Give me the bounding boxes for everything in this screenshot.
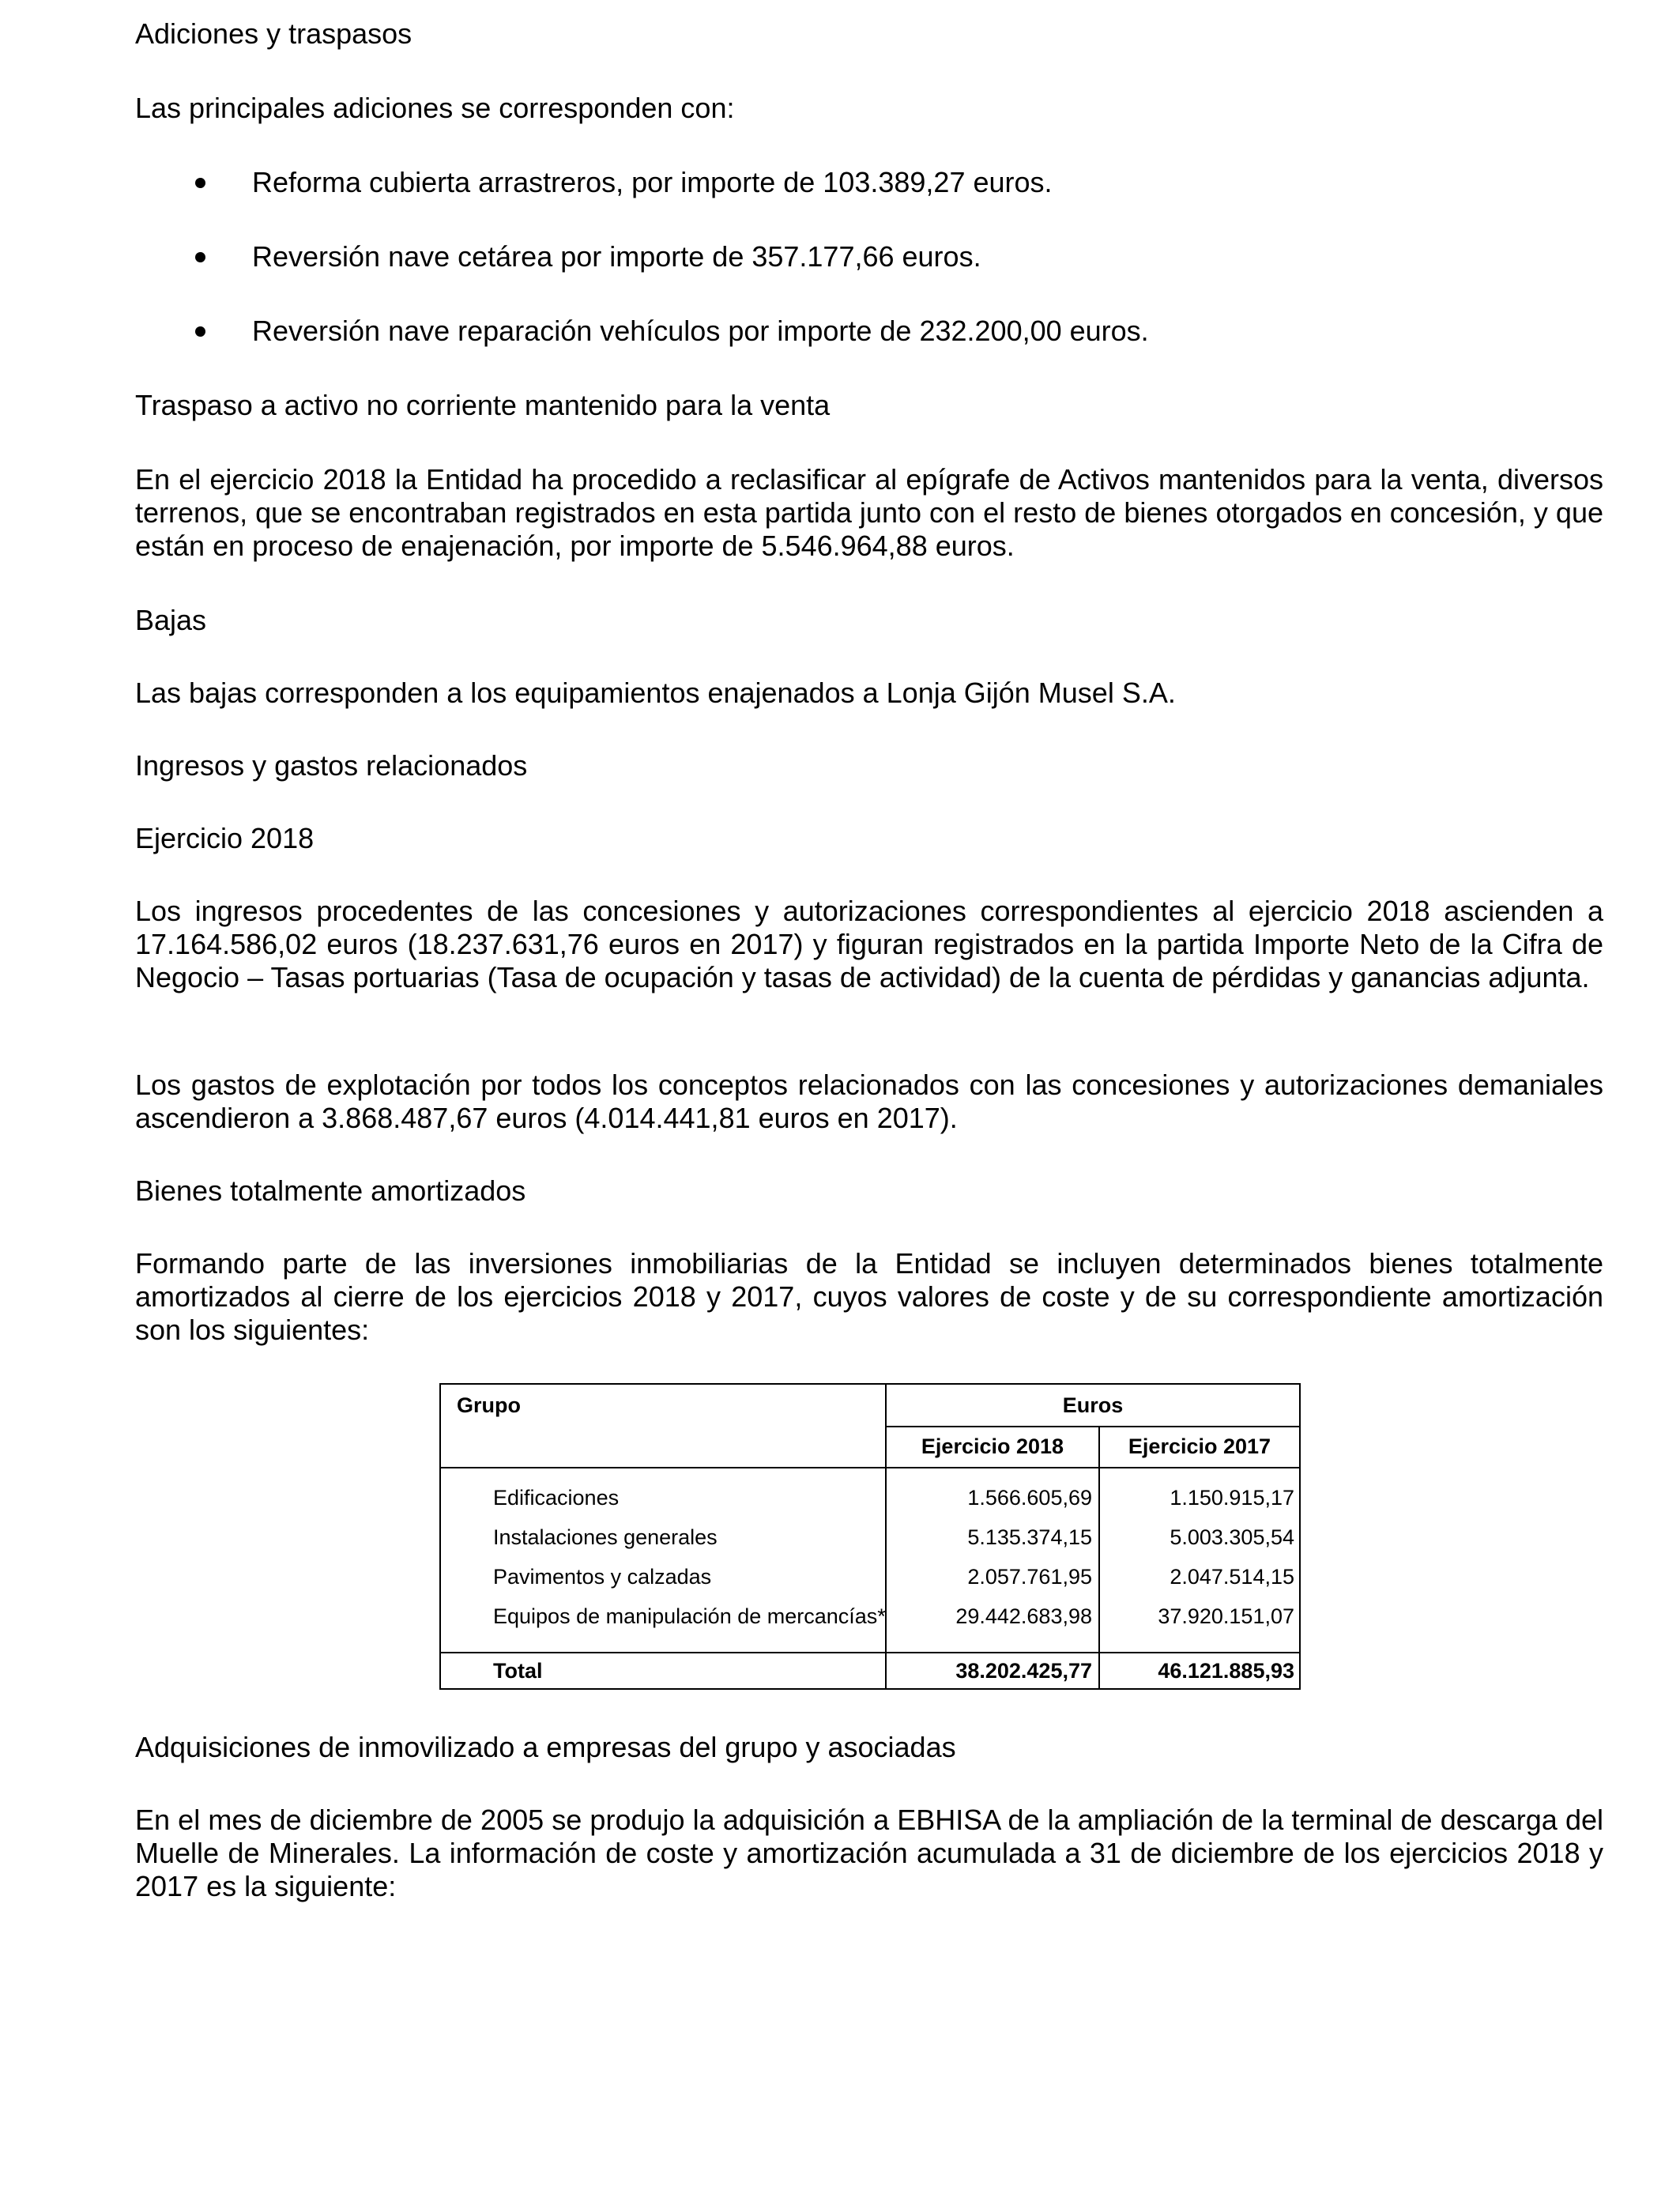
paragraph-traspaso: En el ejercicio 2018 la Entidad ha procedido a reclasificar al epígrafe de Activos mantenidos para la venta, diversos terrenos, que se encontraban registrados en esta partida junto con el resto de bienes otorgados en concesión, y que están en proceso de enajenación, por importe de 5.546.964,88 euros.	[135, 463, 1603, 562]
paragraph-bajas: Las bajas corresponden a los equipamientos enajenados a Lonja Gijón Musel S.A.	[135, 677, 1176, 709]
heading-bajas: Bajas	[135, 604, 207, 636]
heading-ejercicio-2018: Ejercicio 2018	[135, 822, 315, 854]
heading-ingresos: Ingresos y gastos relacionados	[135, 749, 528, 782]
bullet-text: Reversión nave cetárea por importe de 357.177,66 euros.	[252, 240, 981, 273]
table-cell-2018: 2.057.761,95	[967, 1565, 1092, 1589]
table-divider	[1098, 1426, 1100, 1688]
table-row-label: Equipos de manipulación de mercancías*	[493, 1604, 886, 1628]
table-cell-2017: 5.003.305,54	[1170, 1525, 1294, 1549]
bullet-icon	[195, 326, 205, 337]
table-header-grupo: Grupo	[457, 1393, 521, 1417]
bullet-text: Reversión nave reparación vehículos por importe de 232.200,00 euros.	[252, 315, 1149, 347]
table-divider	[441, 1467, 1299, 1468]
table-cell-2017: 2.047.514,15	[1170, 1565, 1294, 1589]
paragraph-adiciones-intro: Las principales adiciones se corresponden con:	[135, 92, 735, 124]
paragraph-adquisiciones: En el mes de diciembre de 2005 se produjo la adquisición a EBHISA de la ampliación de la terminal de descarga del Muelle de Minerales. La información de coste y amortización acumulada a 31 de diciembre de los ejercicios 2018 y 2017 es la siguiente:	[135, 1804, 1603, 1902]
table-total-label: Total	[493, 1659, 543, 1683]
table-cell-2017: 37.920.151,07	[1158, 1604, 1294, 1628]
table-header-2018: Ejercicio 2018	[921, 1434, 1064, 1458]
table-cell-2018: 5.135.374,15	[967, 1525, 1092, 1549]
heading-bienes: Bienes totalmente amortizados	[135, 1174, 526, 1207]
bullet-icon	[195, 252, 205, 262]
table-header-euros: Euros	[1062, 1393, 1124, 1417]
table-row-label: Pavimentos y calzadas	[493, 1565, 712, 1589]
table-row-label: Instalaciones generales	[493, 1525, 718, 1549]
table-row-label: Edificaciones	[493, 1486, 620, 1510]
bullet-text: Reforma cubierta arrastreros, por importe de 103.389,27 euros.	[252, 166, 1053, 198]
table-divider	[885, 1426, 1299, 1427]
table-cell-2017: 1.150.915,17	[1170, 1486, 1294, 1510]
table-header-2017: Ejercicio 2017	[1128, 1434, 1271, 1458]
heading-traspaso: Traspaso a activo no corriente mantenido para la venta	[135, 389, 831, 421]
table-cell-2018: 29.442.683,98	[955, 1604, 1092, 1628]
heading-adiciones: Adiciones y traspasos	[135, 17, 412, 50]
paragraph-bienes: Formando parte de las inversiones inmobiliarias de la Entidad se incluyen determinados bienes totalmente amortizados al cierre de los ejercicios 2018 y 2017, cuyos valores de coste y de su correspondiente amortización son los siguientes:	[135, 1247, 1603, 1346]
amortized-assets-table	[439, 1383, 1301, 1690]
bullet-icon	[195, 178, 205, 188]
table-cell-2018: 1.566.605,69	[967, 1486, 1092, 1510]
heading-adquisiciones: Adquisiciones de inmovilizado a empresas del grupo y asociadas	[135, 1731, 956, 1763]
paragraph-ingresos: Los ingresos procedentes de las concesiones y autorizaciones correspondientes al ejercicio 2018 ascienden a 17.164.586,02 euros (18.237.631,76 euros en 2017) y figuran registrados en la partida Importe Neto de la Cifra de Negocio – Tasas portuarias (Tasa de ocupación y tasas de actividad) de la cuenta de pérdidas y ganancias adjunta.	[135, 895, 1603, 993]
table-total-2018: 38.202.425,77	[955, 1659, 1092, 1683]
table-total-2017: 46.121.885,93	[1158, 1659, 1294, 1683]
paragraph-gastos: Los gastos de explotación por todos los conceptos relacionados con las concesiones y autorizaciones demaniales ascendieron a 3.868.487,67 euros (4.014.441,81 euros en 2017).	[135, 1069, 1603, 1134]
table-divider	[441, 1652, 1299, 1653]
